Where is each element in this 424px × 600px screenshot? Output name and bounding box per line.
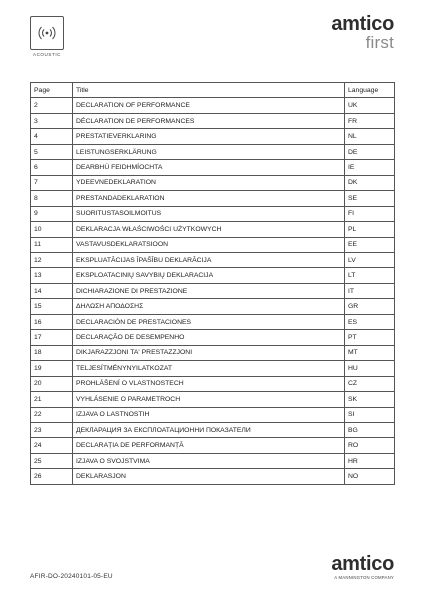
cell-language: CZ <box>345 376 395 391</box>
cell-language: SI <box>345 407 395 422</box>
cell-language: PL <box>345 222 395 237</box>
cell-language: SK <box>345 392 395 407</box>
cell-language: NO <box>345 469 395 484</box>
table-row <box>31 268 395 283</box>
cell-language: ES <box>345 314 395 329</box>
cell-page: 11 <box>31 237 73 252</box>
cell-page: 5 <box>31 144 73 159</box>
cell-language: PT <box>345 330 395 345</box>
cell-page: 20 <box>31 376 73 391</box>
cell-language: MT <box>345 345 395 360</box>
header-page: Page <box>31 83 73 98</box>
cell-language: DK <box>345 175 395 190</box>
cell-title: TELJESÍTMÉNYNYILATKOZAT <box>73 361 345 376</box>
footer-tagline: A MANNINGTON COMPANY <box>334 575 394 580</box>
table-row <box>31 407 395 422</box>
cell-title: DEARBHÚ FEIDHMÍOCHTA <box>73 160 345 175</box>
table-row <box>31 113 395 128</box>
cell-page: 6 <box>31 160 73 175</box>
table-row <box>31 206 395 221</box>
cell-page: 4 <box>31 129 73 144</box>
cell-title: IZJAVA O LASTNOSTIH <box>73 407 345 422</box>
cell-page: 26 <box>31 469 73 484</box>
cell-title: DECLARAȚIA DE PERFORMANȚĂ <box>73 438 345 453</box>
cell-title: VYHLÁSENIE O PARAMETROCH <box>73 392 345 407</box>
cell-language: IT <box>345 283 395 298</box>
cell-page: 13 <box>31 268 73 283</box>
cell-page: 9 <box>31 206 73 221</box>
sound-waves-icon <box>36 25 58 41</box>
cell-language: LV <box>345 252 395 267</box>
table-row <box>31 376 395 391</box>
cell-language: HR <box>345 453 395 468</box>
cell-language: NL <box>345 129 395 144</box>
amtico-first-logo <box>331 14 394 51</box>
cell-page: 23 <box>31 422 73 437</box>
cell-page: 3 <box>31 113 73 128</box>
table-row <box>31 469 395 484</box>
header-title: Title <box>73 83 345 98</box>
table-row <box>31 314 395 329</box>
cell-page: 25 <box>31 453 73 468</box>
cell-title: DIKJARAZZJONI TA' PRESTAZZJONI <box>73 345 345 360</box>
table-row <box>31 175 395 190</box>
cell-language: HU <box>345 361 395 376</box>
brand-name: amtico <box>331 13 394 35</box>
cell-page: 18 <box>31 345 73 360</box>
cell-title: LEISTUNGSERKLÄRUNG <box>73 144 345 159</box>
cell-page: 7 <box>31 175 73 190</box>
cell-language: RO <box>345 438 395 453</box>
cell-page: 24 <box>31 438 73 453</box>
cell-page: 2 <box>31 98 73 113</box>
brand-sub: first <box>365 33 394 52</box>
table-row <box>31 283 395 298</box>
cell-language: UK <box>345 98 395 113</box>
cell-language: BG <box>345 422 395 437</box>
cell-title: PRESTATIEVERKLARING <box>73 129 345 144</box>
table-row <box>31 422 395 437</box>
cell-page: 21 <box>31 392 73 407</box>
document-code: AFIR-DO-20240101-05-EU <box>30 573 113 580</box>
cell-page: 17 <box>31 330 73 345</box>
cell-title: DECLARAÇÃO DE DESEMPENHO <box>73 330 345 345</box>
cell-title: PRESTANDADEKLARATION <box>73 191 345 206</box>
cell-title: VASTAVUSDEKLARATSIOON <box>73 237 345 252</box>
table-row <box>31 98 395 113</box>
table-row <box>31 438 395 453</box>
cell-title: DEKLARACJA WŁAŚCIWOŚCI UŻYTKOWYCH <box>73 222 345 237</box>
contents-table <box>30 82 395 485</box>
table-row <box>31 129 395 144</box>
table-row <box>31 222 395 237</box>
cell-page: 19 <box>31 361 73 376</box>
cell-title: DICHIARAZIONE DI PRESTAZIONE <box>73 283 345 298</box>
cell-title: ДЕКЛАРАЦИЯ ЗА ЕКСПЛОАТАЦИОННИ ПОКАЗАТЕЛИ <box>73 422 345 437</box>
table-row <box>31 330 395 345</box>
table-row <box>31 144 395 159</box>
cell-page: 16 <box>31 314 73 329</box>
cell-title: IZJAVA O SVOJSTVIMA <box>73 453 345 468</box>
cell-page: 22 <box>31 407 73 422</box>
cell-page: 10 <box>31 222 73 237</box>
cell-title: DÉCLARATION DE PERFORMANCES <box>73 113 345 128</box>
cell-page: 8 <box>31 191 73 206</box>
table-row <box>31 453 395 468</box>
cell-title: EKSPLOATACINIŲ SAVYBIŲ DEKLARACIJA <box>73 268 345 283</box>
cell-title: YDEEVNEDEKLARATION <box>73 175 345 190</box>
cell-page: 12 <box>31 252 73 267</box>
cell-language: FI <box>345 206 395 221</box>
cell-title: SUORITUSTASOILMOITUS <box>73 206 345 221</box>
cell-title: ΔΗΛΩΣΗ ΑΠΟΔΟΣΗΣ <box>73 299 345 314</box>
cell-title: DECLARACIÓN DE PRESTACIONES <box>73 314 345 329</box>
cell-title: DEKLARASJON <box>73 469 345 484</box>
cell-page: 14 <box>31 283 73 298</box>
table-row <box>31 160 395 175</box>
cell-title: DECLARATION OF PERFORMANCE <box>73 98 345 113</box>
table-row <box>31 361 395 376</box>
cell-language: GR <box>345 299 395 314</box>
table-header-row <box>31 83 395 98</box>
cell-language: SE <box>345 191 395 206</box>
table-row <box>31 392 395 407</box>
header-language: Language <box>345 83 395 98</box>
cell-language: EE <box>345 237 395 252</box>
amtico-logo <box>331 554 394 580</box>
acoustic-badge <box>30 16 64 50</box>
table-row <box>31 345 395 360</box>
table-row <box>31 252 395 267</box>
cell-language: IE <box>345 160 395 175</box>
table-row <box>31 299 395 314</box>
table-body <box>31 98 395 484</box>
cell-language: FR <box>345 113 395 128</box>
cell-page: 15 <box>31 299 73 314</box>
acoustic-label: ACOUSTIC <box>32 52 62 57</box>
cell-title: PROHLÁŠENÍ O VLASTNOSTECH <box>73 376 345 391</box>
cell-language: DE <box>345 144 395 159</box>
table-row <box>31 237 395 252</box>
cell-language: LT <box>345 268 395 283</box>
footer-brand-name: amtico <box>331 553 394 575</box>
table-row <box>31 191 395 206</box>
cell-title: EKSPLUATĀCIJAS ĪPAŠĪBU DEKLARĀCIJA <box>73 252 345 267</box>
